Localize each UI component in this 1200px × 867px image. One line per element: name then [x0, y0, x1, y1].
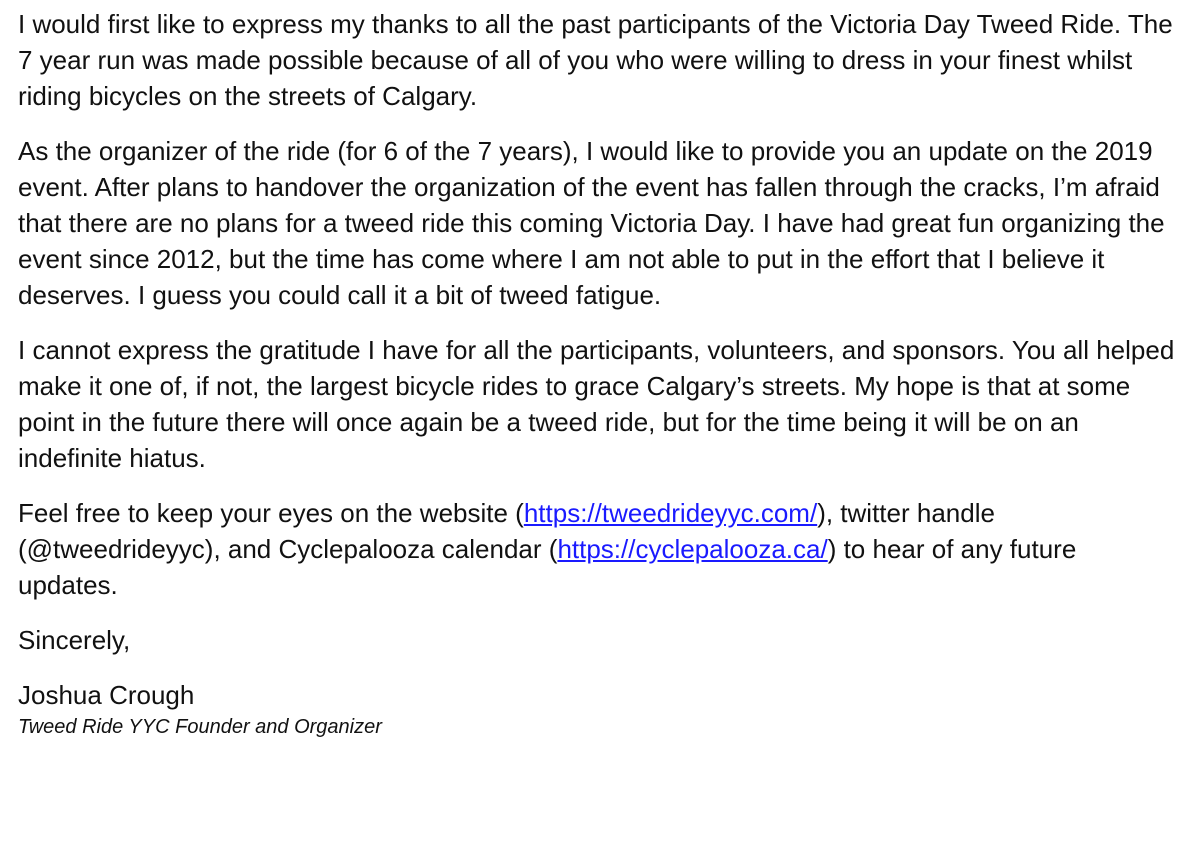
signature-name: Joshua Crough [18, 680, 195, 710]
closing: Sincerely, [18, 625, 131, 655]
paragraph-links [18, 495, 1182, 603]
paragraph-links-text-2: ), twitter handle (@tweedrideyyc), and Cyclepalooza calendar ( [18, 498, 995, 564]
paragraph-links-text-3: ) to hear of any future updates. [18, 534, 1077, 600]
paragraph-links-text-1: Feel free to keep your eyes on the website ( [18, 498, 524, 528]
calendar-link[interactable]: https://cyclepalooza.ca/ [557, 534, 828, 564]
paragraph-thanks: I would first like to express my thanks to all the past participants of the Victoria Day Tweed Ride. The 7 year run was made possible because of all of you who were willing to dress in your finest whilst riding bicycles on the streets of Calgary. [18, 9, 1173, 111]
paragraph-update: As the organizer of the ride (for 6 of the 7 years), I would like to provide you an update on the 2019 event. After plans to handover the organization of the event has fallen through the cracks, I’m afraid that there are no plans for a tweed ride this coming Victoria Day. I have had great fun organizing the event since 2012, but the time has come where I am not able to put in the effort that I believe it deserves. I guess you could call it a bit of tweed fatigue. [18, 136, 1165, 310]
signature-title: Tweed Ride YYC Founder and Organizer [18, 716, 382, 738]
website-link[interactable]: https://tweedrideyyc.com/ [523, 498, 818, 528]
paragraph-gratitude: I cannot express the gratitude I have for all the participants, volunteers, and sponsors. You all helped make it one of, if not, the largest bicycle rides to grace Calgary’s streets. My hope is that at some point in the future there will once again be a tweed ride, but for the time being it will be on an indefinite hiatus. [18, 335, 1175, 473]
